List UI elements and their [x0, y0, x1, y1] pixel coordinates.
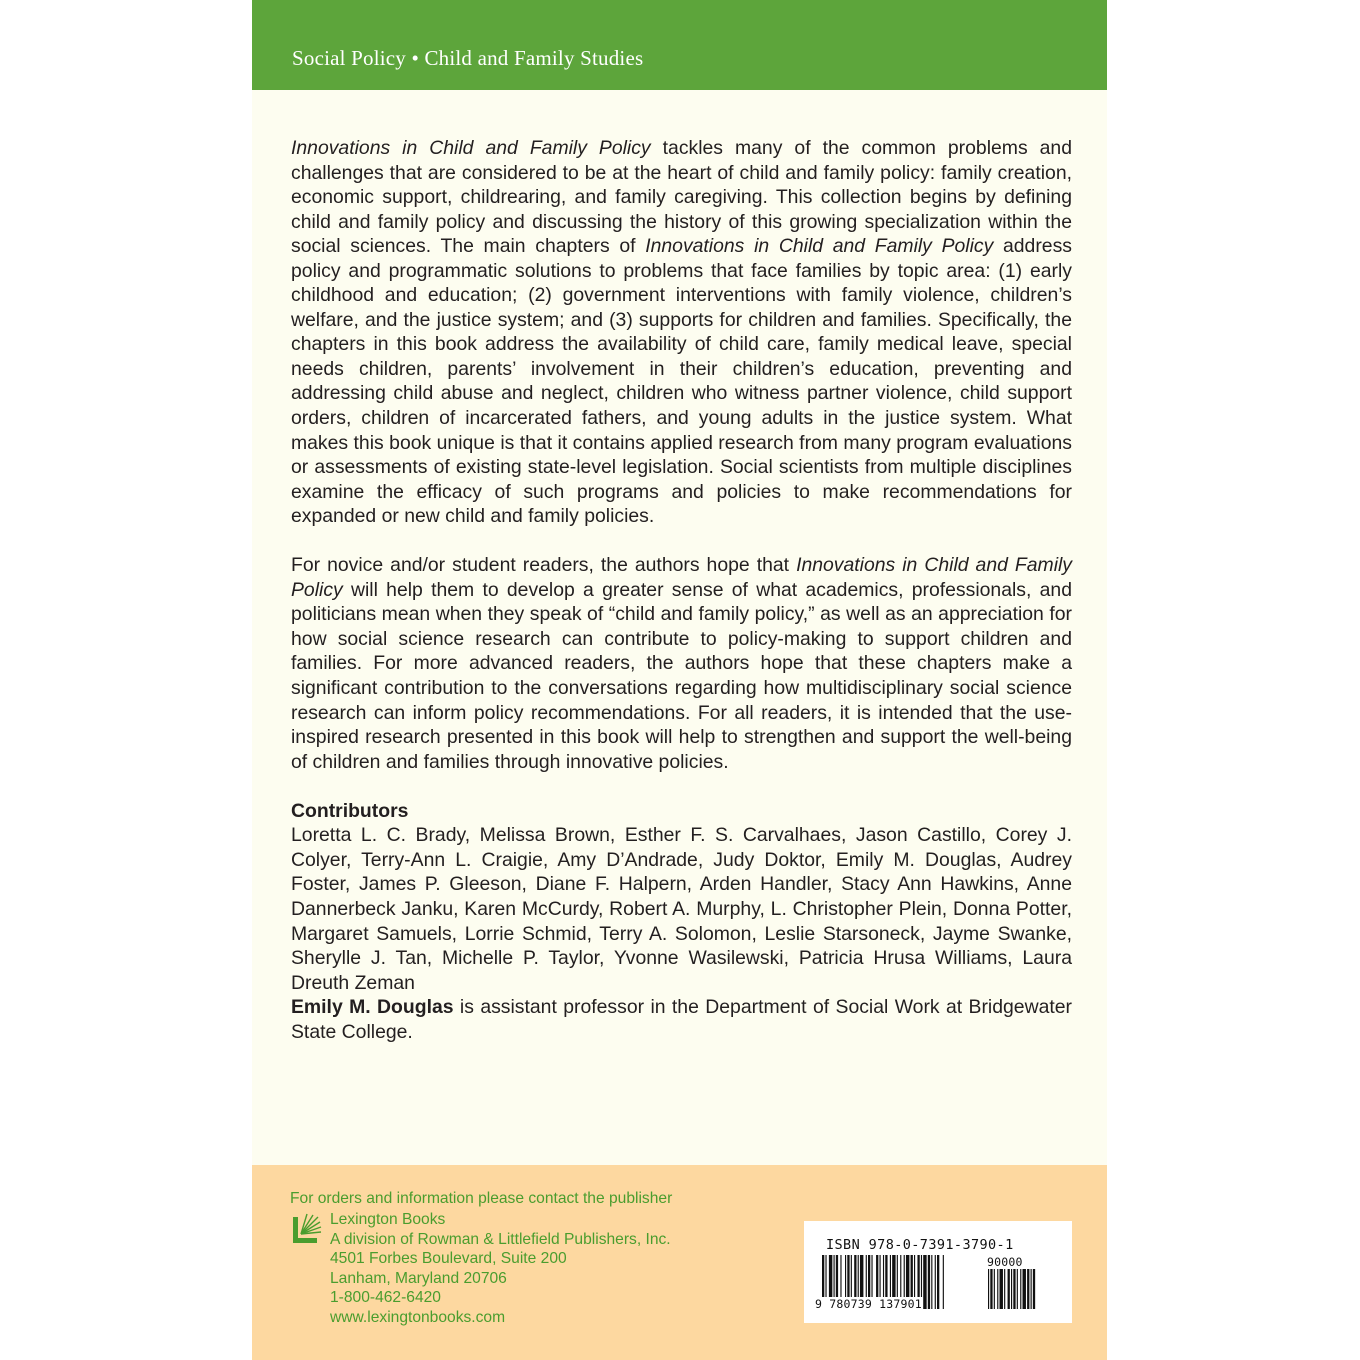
subject-banner [252, 0, 1107, 90]
addon-bar [997, 1269, 998, 1309]
description-paragraph-2: For novice and/or student readers, the authors hope that Innovations in Child and Family Policy will help them to develop a greater sense of what academics, professionals, and politicians mean when they speak of “child and family policy,” as well as an appreciation for how social science research can contribute to policy-making to support children and families. For more advanced readers, the authors hope that these chapters make a significant contribution to the conversations regarding how multidisciplinary social science research can inform policy recommendations. For all readers, it is intended that the use-inspired research presented in this book will help to strengthen and support the well-being of children and families through innovative policies. [291, 554, 1073, 773]
price-addon-digits: 90000 [987, 1255, 1023, 1269]
book-title-italic: Innovations in Child and Family Policy [291, 137, 651, 159]
barcode-bar [935, 1255, 936, 1309]
book-description [291, 136, 1072, 1044]
addon-bar [1011, 1269, 1012, 1309]
barcode-bar [928, 1255, 930, 1309]
publisher-address [330, 1210, 671, 1328]
barcode-bar [937, 1255, 939, 1309]
publisher-website: www.lexingtonbooks.com [330, 1308, 506, 1326]
contributors-section [291, 799, 1072, 995]
publisher-division: A division of Rowman & Littlefield Publishers, Inc. [330, 1230, 671, 1248]
isbn-number: ISBN 978-0-7391-3790-1 [826, 1237, 1014, 1253]
barcode-bar [943, 1255, 944, 1309]
addon-bar [1023, 1269, 1026, 1309]
publisher-street: 4501 Forbes Boulevard, Suite 200 [330, 1250, 567, 1268]
contributors-heading: Contributors [291, 799, 409, 822]
addon-bar [1020, 1269, 1021, 1309]
subject-categories: Social Policy • Child and Family Studies [292, 46, 644, 70]
publisher-phone: 1-800-462-6420 [330, 1289, 441, 1307]
isbn-barcode [804, 1221, 1072, 1323]
book-title-italic: Innovations in Child and Family Policy [645, 235, 994, 258]
addon-bar [1017, 1269, 1018, 1309]
lexington-books-logo-icon [292, 1213, 322, 1245]
addon-bar [1013, 1269, 1015, 1309]
author-name: Emily M. Douglas [291, 996, 454, 1019]
barcode-bar [931, 1255, 932, 1309]
book-title-italic: Innovations in Child and Family Policy [291, 554, 1073, 601]
addon-bar [1000, 1269, 1003, 1309]
publisher-footer [252, 1165, 1107, 1360]
addon-bar [1004, 1269, 1005, 1309]
addon-bar [990, 1269, 992, 1309]
addon-bar [988, 1269, 989, 1309]
orders-contact-line: For orders and information please contact the publisher [290, 1190, 673, 1207]
publisher-name: Lexington Books [330, 1211, 446, 1228]
addon-bar [994, 1269, 995, 1309]
addon-bar [1027, 1269, 1029, 1309]
ean-digits: 9 780739 137901 [815, 1297, 922, 1311]
description-paragraph-1: Innovations in Child and Family Policy tackles many of the common problems and challenges that are considered to be at the heart of child and family policy: family creation, economic support, childrearing, and family caregiving. This collection begins by defining child and family policy and discussing the history of this growing specialization within the social sciences. The main chapters of Innovations in Child and Family Policy address policy and programmatic solutions to problems that face families by topic area: (1) early childhood and education; (2) government interventions with family violence, children’s welfare, and the justice system; and (3) supports for children and families. Specifically, the chapters in this book address the availability of child care, family medical leave, special needs children, parents’ involvement in their children’s education, preventing and addressing child abuse and neglect, children who witness partner violence, child support orders, children of incarcerated fathers, and young adults in the justice system. What makes this book unique is that it contains applied research from many program evaluations or assessments of existing state-level legislation. Social scientists from multiple disciplines examine the efficacy of such programs and policies to make recommendations for expanded or new child and family policies. [291, 137, 1072, 528]
addon-bar [1031, 1269, 1032, 1309]
addon-bar [1033, 1269, 1035, 1309]
addon-bar [1008, 1269, 1010, 1309]
contributors-list: Loretta L. C. Brady, Melissa Brown, Esther F. S. Carvalhaes, Jason Castillo, Corey J. Colyer, Terry-Ann L. Craigie, Amy D’Andrade, Judy Doktor, Emily M. Douglas, Audrey Foster, James P. Gleeson, Diane F. Halpern, Arden Handler, Stacy Ann Hawkins, Anne Dannerbeck Janku, Karen McCurdy, Robert A. Murphy, L. Christopher Plein, Donna Potter, Margaret Samuels, Lorrie Schmid, Terry A. Solomon, Leslie Starsoneck, Jayme Swanke, Sherylle J. Tan, Michelle P. Taylor, Yvonne Wasilewski, Patricia Hrusa Williams, Laura Dreuth Zeman [291, 824, 1072, 994]
publisher-city: Lanham, Maryland 20706 [330, 1269, 507, 1287]
back-cover [252, 0, 1107, 1360]
barcode-bar [923, 1255, 926, 1309]
author-bio: Emily M. Douglas is assistant professor in the Department of Social Work at Bridgewater State College. [291, 996, 1073, 1043]
